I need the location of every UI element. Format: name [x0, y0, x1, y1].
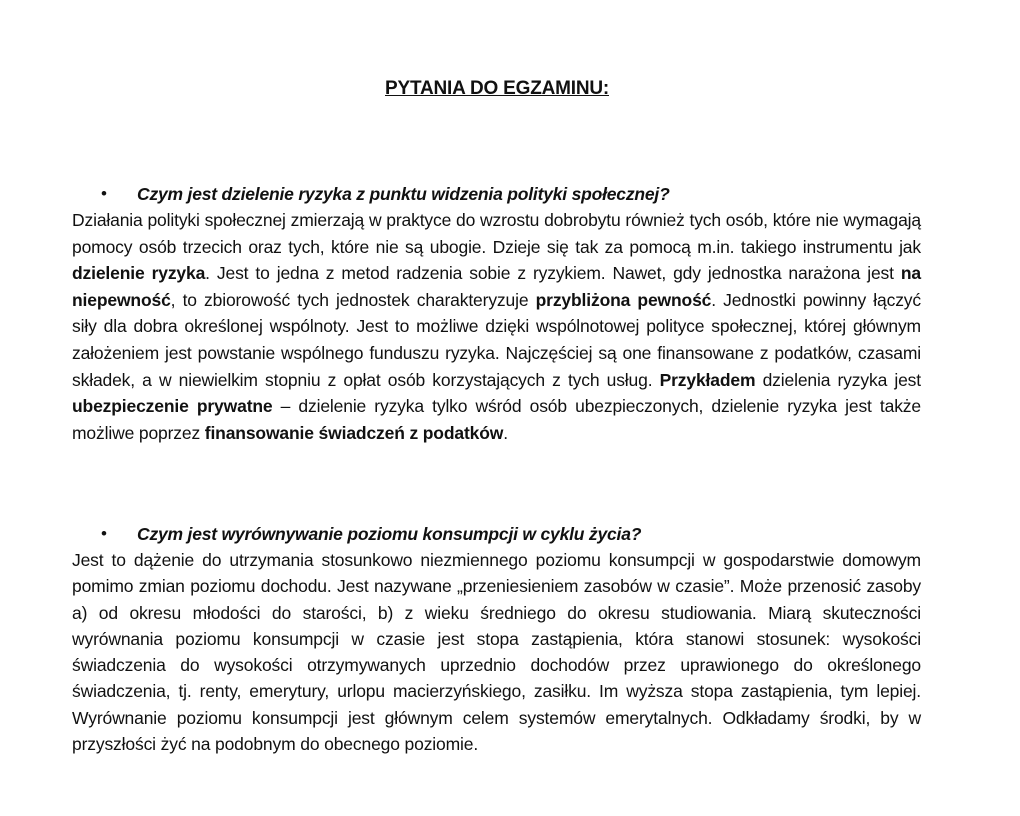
answer-bold-term: dzielenie ryzyka [72, 263, 206, 284]
question-heading-1 [72, 181, 921, 207]
answer-paragraph-1 [72, 207, 921, 446]
question-text-1: Czym jest dzielenie ryzyka z punktu widzenia polityki społecznej? [137, 184, 670, 204]
document-title: PYTANIA DO EGZAMINU: [385, 78, 609, 99]
answer-text: – dzielenie ryzyka tylko wśród osób ubezpieczonych, dzielenie ryzyka jest także możliwe poprzez [72, 396, 921, 443]
answer-text: . [503, 422, 508, 443]
answer-text: . Jest to jedna z metod radzenia sobie z ryzykiem. Nawet, gdy jednostka narażona jest [205, 263, 901, 284]
answer-bold-term: na niepewność [72, 263, 921, 310]
answer-text: Działania polityki społecznej zmierzają w praktyce do wzrostu dobrobytu również tych osób, które nie wymagają pomocy osób trzecich oraz tych, które nie są ubogie. Dzieje się tak za pomocą m.in. takiego instrumentu jak [72, 210, 921, 257]
answer-bold-term: ubezpieczenie prywatne [72, 396, 273, 417]
answer-text: Jest to dążenie do utrzymania stosunkowo niezmiennego poziomu konsumpcji w gospodarstwie domowym pomimo zmian poziomu dochodu. Jest nazywane „przeniesieniem zasobów w czasie”. Może przenosić zasoby a) od okresu młodości do starości, b) z wieku średniego do okresu studiowania. Miarą skuteczności wyrównania poziomu konsumpcji w czasie jest stopa zastąpienia, która stanowi stosunek: wysokości świadczenia do wysokości otrzymywanych uprzednio dochodów przez uprawionego do określonego świadczenia, tj. renty, emerytury, urlopu macierzyńskiego, zasiłku. Im wyższa stopa zastąpienia, tym lepiej. Wyrównanie poziomu konsumpcji jest głównym celem systemów emerytalnych. Odkładamy środki, by w przyszłości żyć na podobnym do obecnego poziomie. [72, 550, 921, 755]
question-section-1 [72, 181, 921, 446]
question-heading-2 [72, 521, 921, 547]
answer-bold-term: finansowanie świadczeń z podatków [204, 422, 504, 443]
bullet-icon: • [101, 524, 107, 543]
answer-text: , to zbiorowość tych jednostek charakteryzuje [170, 289, 536, 310]
question-section-2 [72, 521, 921, 757]
answer-paragraph-2 [72, 547, 921, 757]
answer-text: . Jednostki powinny łączyć siły dla dobra określonej wspólnoty. Jest to możliwe dzięki wspólnotowej polityce społecznej, której głównym założeniem jest powstanie wspólnego funduszu ryzyka. Najczęściej są one finansowane z podatków, czasami składek, a w niewielkim stopniu z opłat osób korzystających z tych usług. [72, 289, 922, 390]
bullet-icon: • [101, 184, 107, 203]
answer-text: dzielenia ryzyka jest [755, 369, 921, 390]
answer-bold-term: Przykładem [659, 369, 756, 390]
question-text-2: Czym jest wyrównywanie poziomu konsumpcji w cyklu życia? [137, 524, 642, 544]
answer-bold-term: przybliżona pewność [535, 289, 712, 310]
